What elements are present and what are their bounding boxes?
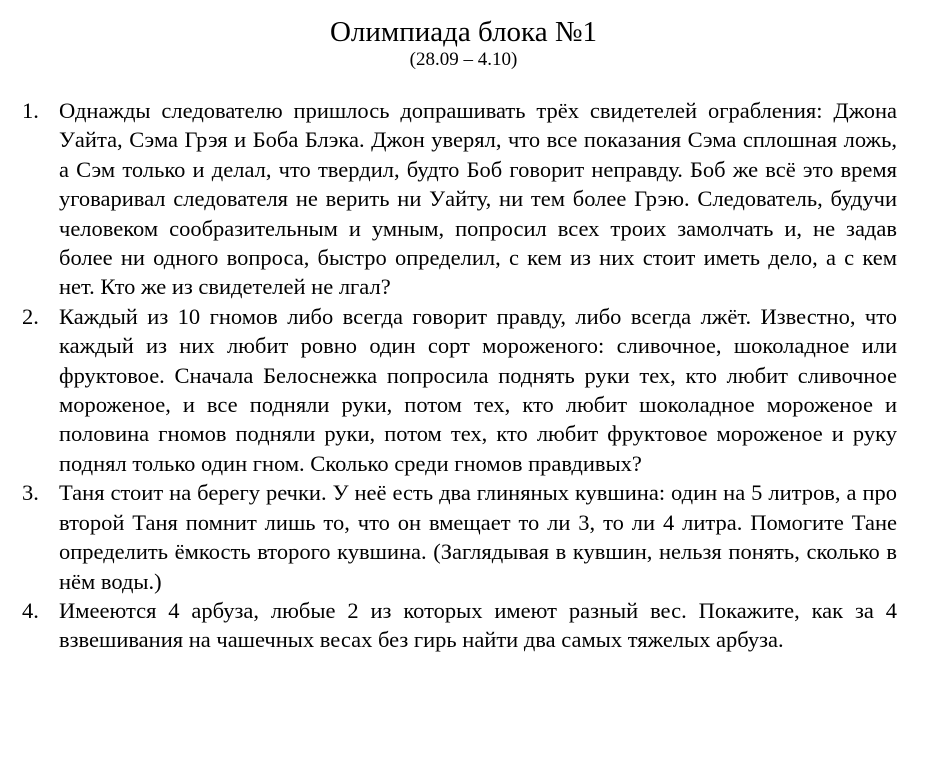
problem-text: Таня стоит на берегу речки. У неё есть два глиняных кувшина: один на 5 литров, а про второй Таня помнит лишь то, что он вмещает то ли 3, то ли 4 литра. Помогите Тане определить ёмкость второго кувшина. (Заглядывая в кувшин, нельзя понять, сколько в нём воды.)	[59, 480, 897, 594]
document-title: Олимпиада блока №1	[329, 16, 598, 48]
problem-item-3	[22, 478, 897, 596]
problem-text: Каждый из 10 гномов либо всегда говорит правду, либо всегда лжёт. Известно, что каждый из них любит ровно один сорт мороженого: сливочное, шоколадное или фруктовое. Сначала Белоснежка попросила поднять руки тех, кто любит сливочное мороженое, и все подняли руки, потом тех, кто любит шоколадное мороженое и половина гномов подняли руки, потом тех, кто любит фруктовое мороженое и руку поднял только один гном. Сколько среди гномов правдивых?	[59, 303, 897, 476]
problem-number: 2.	[22, 303, 39, 329]
problem-text: Однажды следователю пришлось допрашивать трёх свидетелей ограбления: Джона Уайта, Сэма Грэя и Боба Блэка. Джон уверял, что все показания Сэма сплошная ложь, а Сэм только и делал, что твердил, будто Боб говорит неправду. Боб же всё это время уговаривал следователя не верить ни Уайту, ни тем более Грэю. Следователь, будучи человеком сообразительным и умным, попросил всех троих замолчать и, не задав более ни одного вопроса, быстро определил, с кем из них стоит иметь дело, а с кем нет. Кто же из свидетелей не лгал?	[59, 98, 897, 300]
problem-item-1	[22, 96, 897, 302]
problem-text: Имееются 4 арбуза, любые 2 из которых имеют разный вес. Покажите, как за 4 взвешивания на чашечных весах без гирь найти два самых тяжелых арбуза.	[59, 597, 897, 653]
problem-number: 4.	[22, 597, 39, 623]
document-date-range: (28.09 – 4.10)	[409, 49, 518, 70]
problem-list	[22, 96, 897, 655]
problem-item-2	[22, 302, 897, 478]
problem-number: 3.	[22, 480, 39, 506]
problem-item-4	[22, 596, 897, 655]
problem-number: 1.	[22, 98, 39, 123]
